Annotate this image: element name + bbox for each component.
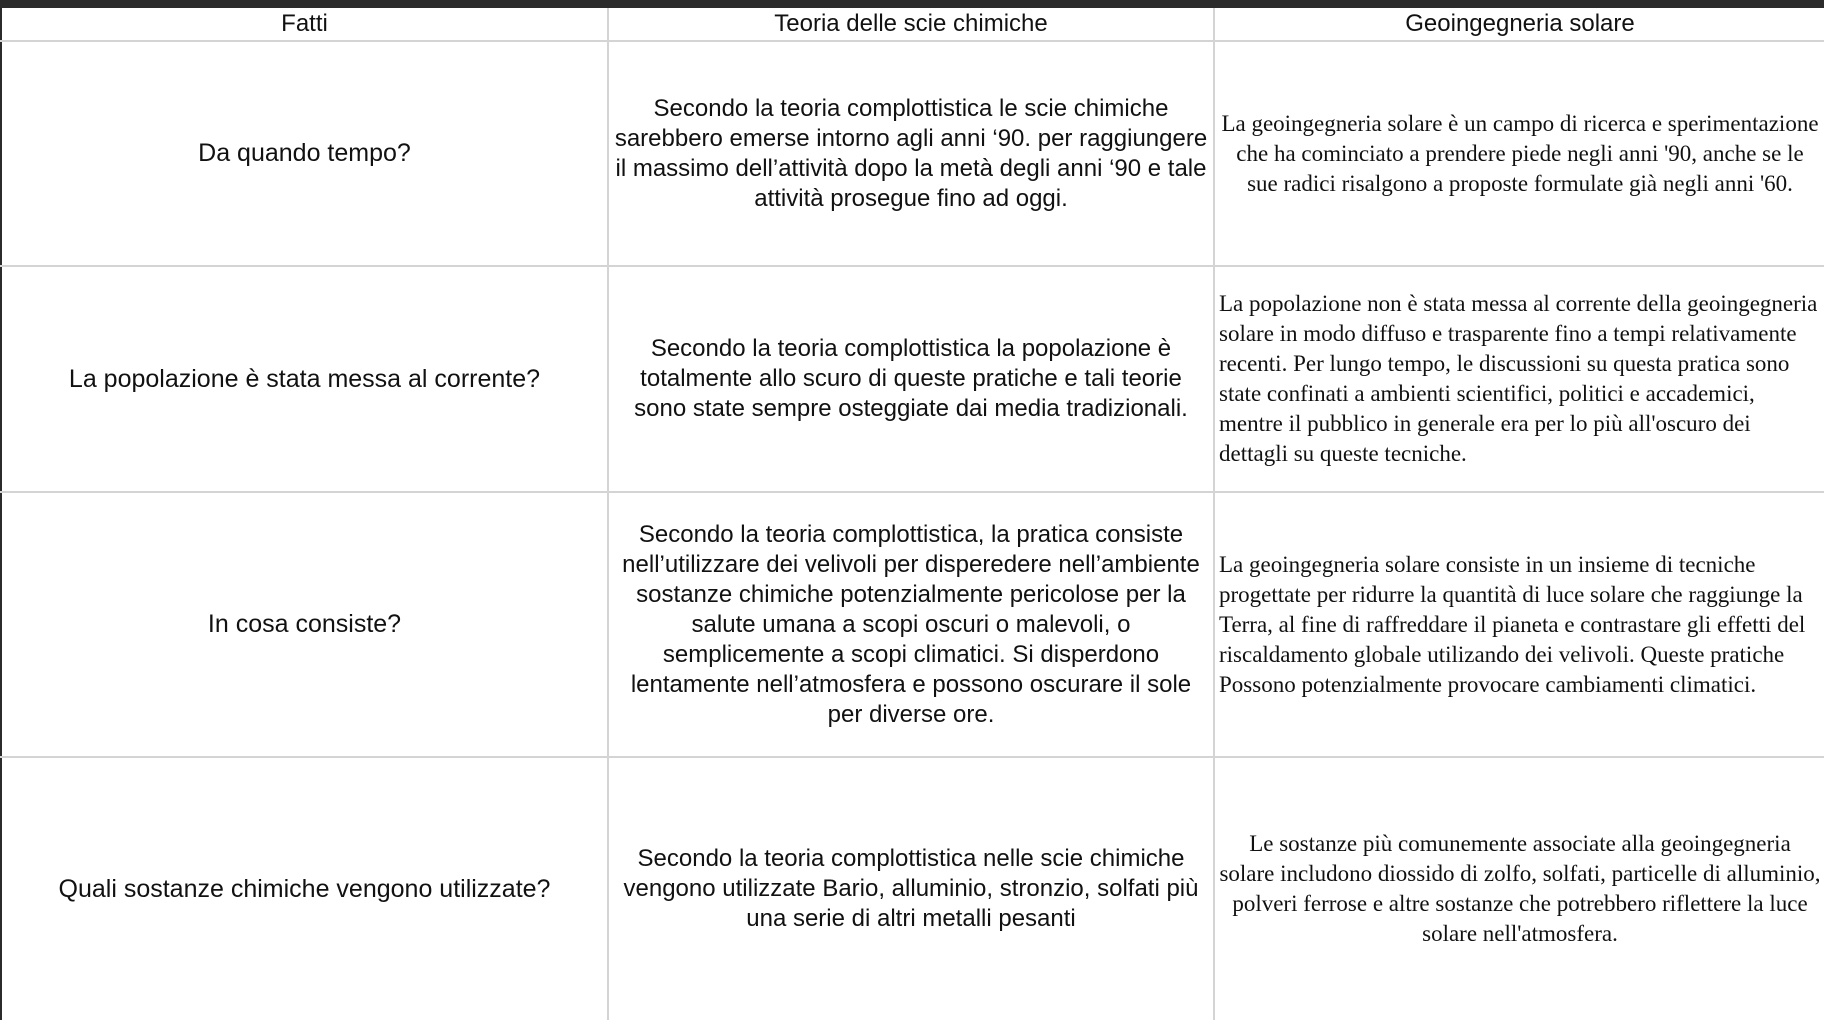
cell-geoingegneria[interactable] (1214, 757, 1824, 1021)
table-row (1, 41, 1824, 266)
table-row (1, 757, 1824, 1021)
teoria-text: Secondo la teoria complottistica la popolazione è totalmente allo scuro di queste pratiche e tali teorie sono state sempre osteggiate dai media tradizionali. (634, 335, 1188, 422)
geo-text: La popolazione non è stata messa al corrente della geoingegneria solare in modo diffuso e trasparente fino a tempi relativamente recenti. Per lungo tempo, le discussioni su questa pratica sono state confinati a ambienti scientifici, politici e accademici, mentre il pubblico in generale era per lo più all'oscuro dei dettagli su queste tecniche. (1219, 291, 1818, 466)
question-text: Da quando tempo? (198, 139, 411, 167)
cell-fatti[interactable] (1, 266, 608, 492)
question-text: La popolazione è stata messa al corrente? (68, 364, 541, 393)
cell-geoingegneria[interactable] (1214, 41, 1824, 266)
header-row (1, 8, 1824, 41)
header-teoria[interactable]: Teoria delle scie chimiche (608, 8, 1214, 41)
cell-fatti[interactable] (1, 492, 608, 757)
header-fatti[interactable]: Fatti (1, 8, 608, 41)
teoria-text: Secondo la teoria complottistica le scie chimiche sarebbero emerse intorno agli anni ‘90. per raggiungere il massimo dell’attività dopo la metà degli anni ‘90 e tale attività prosegue fino ad oggi. (614, 94, 1208, 212)
cell-teoria[interactable] (608, 266, 1214, 492)
header-geoingegneria[interactable]: Geoingegneria solare (1214, 8, 1824, 41)
cell-fatti[interactable] (1, 757, 608, 1021)
geo-text: Le sostanze più comunemente associate alla geoingegneria solare includono diossido di zolfo, solfati, particelle di alluminio, polveri ferrose e altre sostanze che potrebbero riflettere la luce solare nell'atmosfera. (1219, 831, 1821, 946)
top-border (0, 0, 1824, 8)
cell-teoria[interactable] (608, 757, 1214, 1021)
question-text: Quali sostanze chimiche vengono utilizzate? (58, 874, 551, 903)
cell-teoria[interactable] (608, 492, 1214, 757)
teoria-text: Secondo la teoria complottistica, la pratica consiste nell’utilizzare dei velivoli per disperedere nell’ambiente sostanze chimiche potenzialmente pericolose per la salute umana a scopi oscuri o malevoli, o semplicemente a scopi climatici. Si disperdono lentamente nell’atmosfera e possono oscurare il sole per diverse ore. (622, 520, 1200, 728)
cell-geoingegneria[interactable] (1214, 266, 1824, 492)
comparison-table (0, 8, 1824, 1022)
geo-text: La geoingegneria solare consiste in un insieme di tecniche progettate per ridurre la quantità di luce solare che raggiunge la Terra, al fine di raffreddare il pianeta e contrastare gli effetti del riscaldamento globale utilizando dei velivoli. Queste pratiche Possono potenzialmente provocare cambiamenti climatici. (1219, 551, 1806, 697)
question-text: In cosa consiste? (207, 610, 402, 638)
next-row-edge (0, 1020, 1824, 1026)
cell-geoingegneria[interactable] (1214, 492, 1824, 757)
table-row (1, 266, 1824, 492)
teoria-text: Secondo la teoria complottistica nelle scie chimiche vengono utilizzate Bario, alluminio, stronzio, solfati più una serie di altri metalli pesanti (623, 845, 1199, 932)
cell-fatti[interactable] (1, 41, 608, 266)
cell-teoria[interactable] (608, 41, 1214, 266)
table-row (1, 492, 1824, 757)
geo-text: La geoingegneria solare è un campo di ricerca e sperimentazione che ha cominciato a prendere piede negli anni '90, anche se le sue radici risalgono a proposte formulate già negli anni '60. (1221, 110, 1819, 196)
